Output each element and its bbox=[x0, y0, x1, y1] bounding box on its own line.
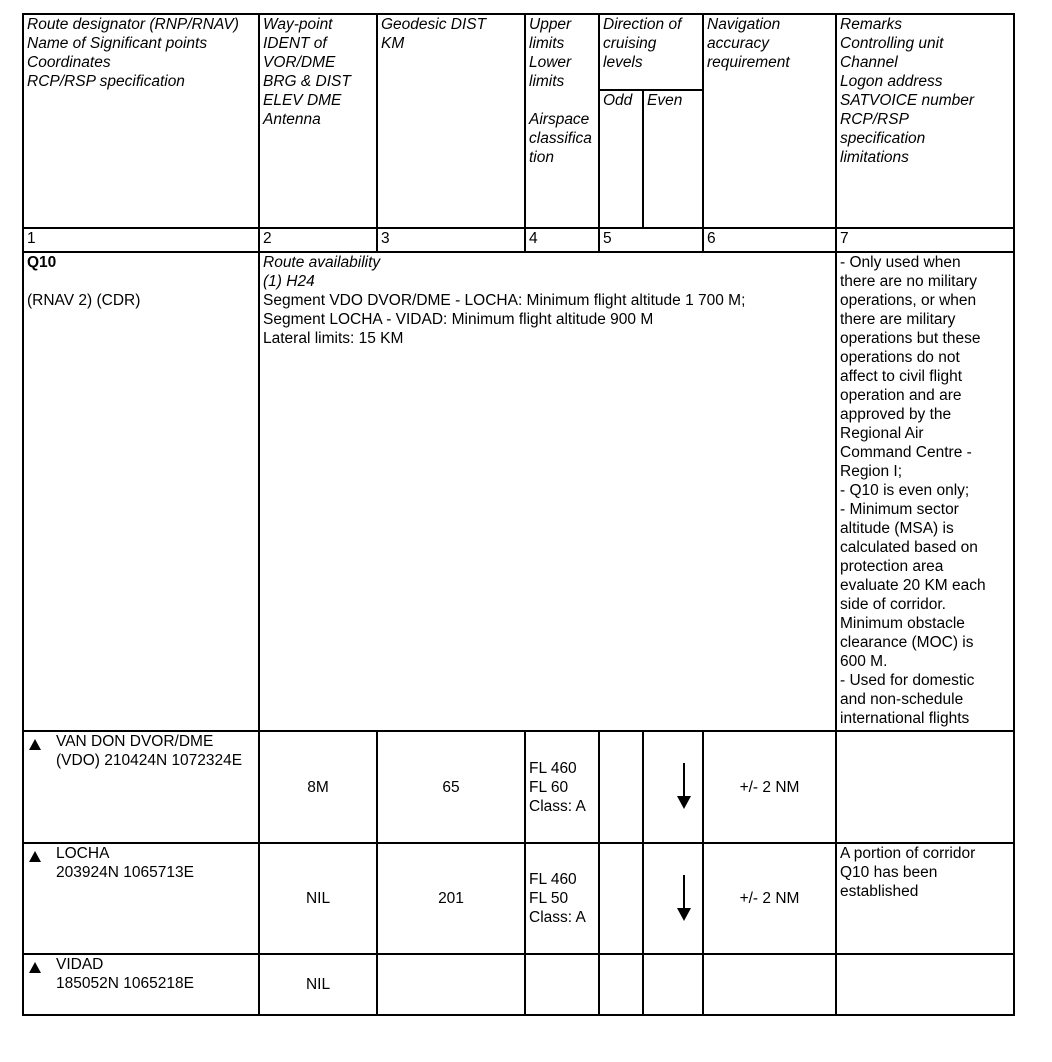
header-col7: Remarks Controlling unit Channel Logon address SATVOICE number RCP/RSP specification limitations bbox=[836, 14, 1014, 228]
waypoint-remarks bbox=[836, 731, 1014, 843]
column-number-2: 2 bbox=[259, 228, 377, 252]
route-table bbox=[22, 13, 1015, 1016]
table-row bbox=[23, 843, 1014, 954]
column-number-4: 4 bbox=[525, 228, 599, 252]
waypoint-name-cell bbox=[23, 731, 259, 843]
route-details-cell bbox=[259, 252, 836, 731]
table-row bbox=[23, 954, 1014, 1015]
waypoint-name: LOCHA 203924N 1065713E bbox=[56, 845, 194, 881]
waypoint-remarks: A portion of corridor Q10 has been established bbox=[836, 843, 1014, 954]
down-arrow-icon bbox=[677, 875, 691, 921]
odd-cell bbox=[599, 954, 643, 1015]
header-odd: Odd bbox=[599, 90, 643, 228]
column-number-7: 7 bbox=[836, 228, 1014, 252]
even-cell bbox=[643, 954, 703, 1015]
waypoint-distance bbox=[377, 954, 525, 1015]
even-cell bbox=[643, 731, 703, 843]
waypoint-limits: FL 460 FL 50 Class: A bbox=[525, 843, 599, 954]
waypoint-nav-accuracy bbox=[703, 954, 836, 1015]
header-col1: Route designator (RNP/RNAV) Name of Significant points Coordinates RCP/RSP specification bbox=[23, 14, 259, 228]
route-specification: (RNAV 2) (CDR) bbox=[27, 292, 141, 309]
waypoint-name: VIDAD 185052N 1065218E bbox=[56, 956, 194, 992]
header-col3: Geodesic DIST KM bbox=[377, 14, 525, 228]
route-designator: Q10 bbox=[27, 254, 57, 271]
header-col4 bbox=[525, 14, 599, 228]
waypoint-limits bbox=[525, 954, 599, 1015]
header-col5: Direction of cruising levels bbox=[599, 14, 703, 90]
triangle-icon bbox=[29, 739, 41, 750]
waypoint-name-cell bbox=[23, 843, 259, 954]
waypoint-remarks bbox=[836, 954, 1014, 1015]
waypoint-nav-accuracy: +/- 2 NM bbox=[703, 731, 836, 843]
waypoint-ident: 8M bbox=[259, 731, 377, 843]
header-even: Even bbox=[643, 90, 703, 228]
waypoint-ident: NIL bbox=[259, 954, 377, 1015]
triangle-icon bbox=[29, 962, 41, 973]
route-segment-details: Segment VDO DVOR/DME - LOCHA: Minimum flight altitude 1 700 M; Segment LOCHA - VIDAD: Minimum flight altitude 900 M Lateral limits: 15 KM bbox=[263, 292, 746, 347]
header-col6: Navigation accuracy requirement bbox=[703, 14, 836, 228]
header-col4-limits: Upper limits Lower limits bbox=[529, 16, 572, 90]
waypoint-nav-accuracy: +/- 2 NM bbox=[703, 843, 836, 954]
route-remarks: - Only used when there are no military operations, or when there are military operations but these operations do not affect to civil flight operation and are approved by the Regional Air Command Centre - Region I; - Q10 is even only; - Minimum sector altitude (MSA) is calculated based on protection area evaluate 20 KM each side of corridor. Minimum obstacle clearance (MOC) is 600 M. - Used for domestic and non-schedule international flights bbox=[836, 252, 1014, 731]
table-row bbox=[23, 731, 1014, 843]
odd-cell bbox=[599, 731, 643, 843]
column-number-6: 6 bbox=[703, 228, 836, 252]
column-number-1: 1 bbox=[23, 228, 259, 252]
odd-cell bbox=[599, 843, 643, 954]
column-number-3: 3 bbox=[377, 228, 525, 252]
column-number-5: 5 bbox=[599, 228, 703, 252]
route-designator-cell bbox=[23, 252, 259, 731]
even-cell bbox=[643, 843, 703, 954]
waypoint-name: VAN DON DVOR/DME (VDO) 210424N 1072324E bbox=[56, 733, 243, 769]
down-arrow-icon bbox=[677, 763, 691, 809]
waypoint-distance: 201 bbox=[377, 843, 525, 954]
triangle-icon bbox=[29, 851, 41, 862]
header-col4-classification: Airspace classifica tion bbox=[529, 111, 592, 166]
waypoint-limits: FL 460 FL 60 Class: A bbox=[525, 731, 599, 843]
waypoint-distance: 65 bbox=[377, 731, 525, 843]
waypoint-name-cell bbox=[23, 954, 259, 1015]
route-availability-title: Route availability bbox=[263, 254, 381, 271]
waypoint-ident: NIL bbox=[259, 843, 377, 954]
route-availability-value: (1) H24 bbox=[263, 273, 315, 290]
header-col2: Way-point IDENT of VOR/DME BRG & DIST ELEV DME Antenna bbox=[259, 14, 377, 228]
